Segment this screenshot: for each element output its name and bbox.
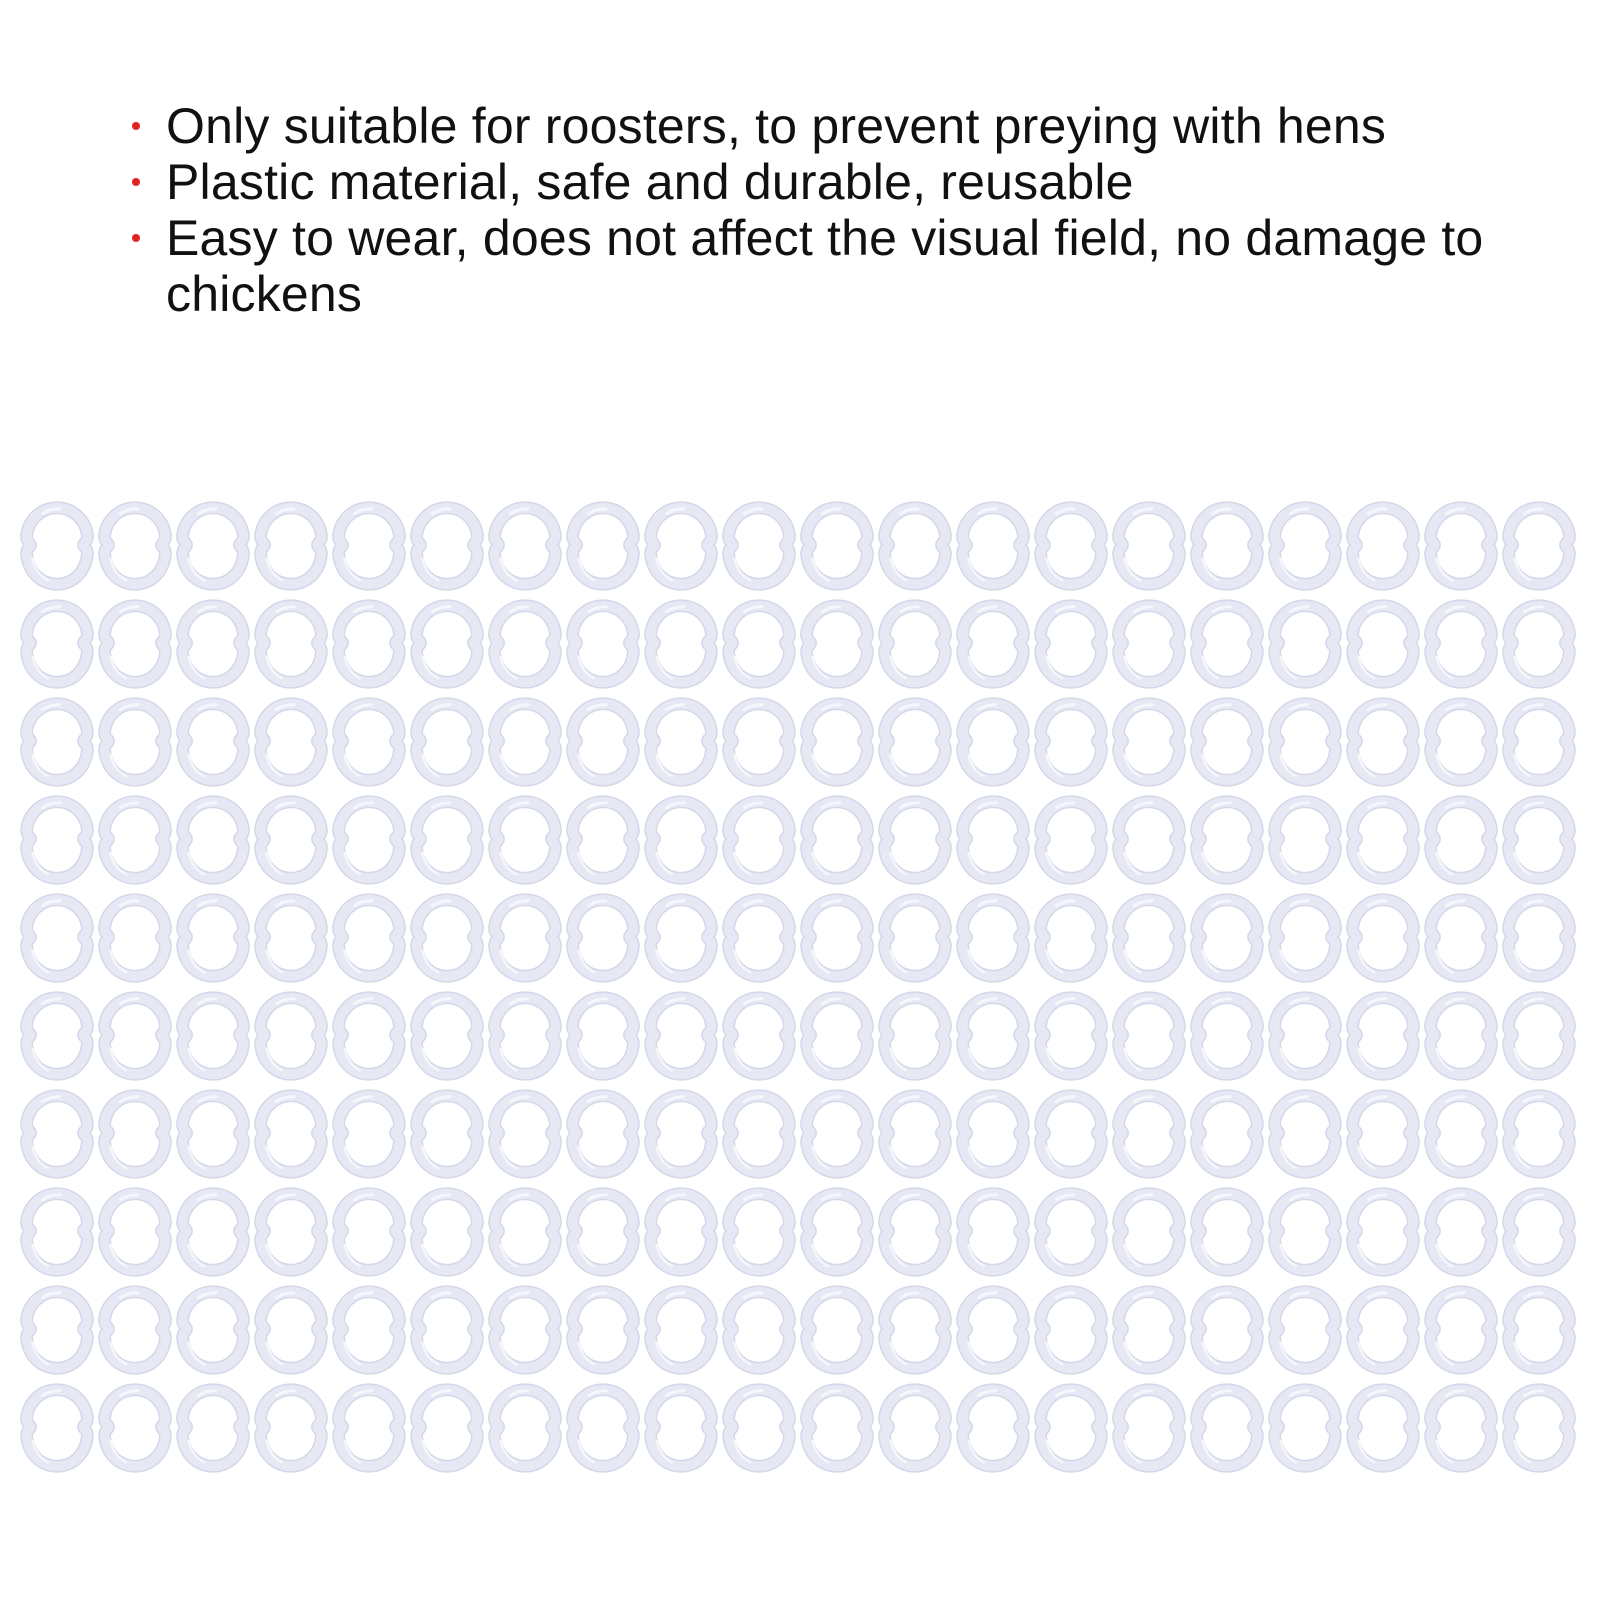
plastic-ring-icon [408,1184,486,1280]
plastic-ring-icon [1032,1282,1110,1378]
feature-text: Plastic material, safe and durable, reusable [166,154,1134,210]
plastic-ring-icon [174,1184,252,1280]
plastic-ring-icon [1266,1184,1344,1280]
plastic-ring-icon [1032,1086,1110,1182]
plastic-ring-icon [174,1380,252,1476]
plastic-ring-icon [720,694,798,790]
plastic-ring-icon [1032,890,1110,986]
plastic-ring-icon [18,498,96,594]
plastic-ring-icon [1422,498,1500,594]
feature-text: Only suitable for roosters, to prevent preying with hens [166,98,1387,154]
plastic-ring-icon [174,596,252,692]
plastic-ring-icon [1032,1184,1110,1280]
plastic-ring-icon [408,1282,486,1378]
plastic-ring-icon [954,498,1032,594]
plastic-ring-icon [330,988,408,1084]
plastic-ring-icon [564,1282,642,1378]
plastic-ring-icon [408,792,486,888]
plastic-ring-icon [330,1282,408,1378]
plastic-ring-icon [408,1380,486,1476]
plastic-ring-icon [252,1380,330,1476]
plastic-ring-icon [18,890,96,986]
plastic-ring-icon [1266,596,1344,692]
plastic-ring-icon [252,1282,330,1378]
plastic-ring-icon [408,498,486,594]
plastic-ring-icon [1344,596,1422,692]
plastic-ring-icon [174,498,252,594]
plastic-ring-icon [174,792,252,888]
plastic-ring-icon [1500,498,1578,594]
plastic-ring-icon [96,498,174,594]
plastic-ring-icon [1266,890,1344,986]
plastic-ring-icon [1500,1282,1578,1378]
plastic-ring-icon [1500,1086,1578,1182]
plastic-ring-icon [330,890,408,986]
plastic-ring-icon [486,1184,564,1280]
plastic-ring-icon [642,792,720,888]
plastic-ring-icon [1344,890,1422,986]
plastic-ring-icon [954,988,1032,1084]
plastic-ring-icon [252,792,330,888]
plastic-ring-icon [1500,694,1578,790]
plastic-ring-icon [1422,694,1500,790]
plastic-ring-icon [564,596,642,692]
plastic-ring-icon [876,890,954,986]
plastic-ring-icon [1188,1086,1266,1182]
plastic-ring-icon [1344,1380,1422,1476]
plastic-ring-icon [252,1086,330,1182]
plastic-ring-icon [18,1184,96,1280]
feature-text: Easy to wear, does not affect the visual field, no damage to chickens [166,210,1484,322]
plastic-ring-icon [18,1380,96,1476]
plastic-ring-icon [798,694,876,790]
plastic-ring-icon [18,988,96,1084]
plastic-ring-icon [798,596,876,692]
plastic-ring-icon [798,890,876,986]
plastic-ring-icon [876,1380,954,1476]
plastic-ring-icon [564,1086,642,1182]
plastic-ring-icon [1266,1282,1344,1378]
product-ring-grid [18,498,1584,1498]
plastic-ring-icon [96,1086,174,1182]
plastic-ring-icon [1422,1380,1500,1476]
plastic-ring-icon [1110,596,1188,692]
plastic-ring-icon [1266,792,1344,888]
plastic-ring-icon [1422,1282,1500,1378]
plastic-ring-icon [1110,1380,1188,1476]
plastic-ring-icon [486,596,564,692]
plastic-ring-icon [798,792,876,888]
plastic-ring-icon [798,1086,876,1182]
plastic-ring-icon [252,890,330,986]
plastic-ring-icon [96,1184,174,1280]
plastic-ring-icon [642,890,720,986]
plastic-ring-icon [96,1380,174,1476]
plastic-ring-icon [486,1282,564,1378]
plastic-ring-icon [1032,1380,1110,1476]
plastic-ring-icon [96,596,174,692]
plastic-ring-icon [1344,694,1422,790]
plastic-ring-icon [954,792,1032,888]
plastic-ring-icon [96,792,174,888]
plastic-ring-icon [642,1086,720,1182]
plastic-ring-icon [1110,1184,1188,1280]
plastic-ring-icon [798,1184,876,1280]
plastic-ring-icon [720,1282,798,1378]
plastic-ring-icon [1188,1380,1266,1476]
plastic-ring-icon [642,988,720,1084]
plastic-ring-icon [642,1380,720,1476]
plastic-ring-icon [1422,792,1500,888]
plastic-ring-icon [642,694,720,790]
plastic-ring-icon [96,890,174,986]
plastic-ring-icon [642,1282,720,1378]
plastic-ring-icon [1266,988,1344,1084]
plastic-ring-icon [1110,498,1188,594]
plastic-ring-icon [876,596,954,692]
plastic-ring-icon [1110,792,1188,888]
plastic-ring-icon [720,890,798,986]
plastic-ring-icon [486,694,564,790]
plastic-ring-icon [954,890,1032,986]
plastic-ring-icon [1266,498,1344,594]
plastic-ring-icon [564,1184,642,1280]
plastic-ring-icon [720,1086,798,1182]
plastic-ring-icon [1266,1086,1344,1182]
plastic-ring-icon [798,498,876,594]
plastic-ring-icon [954,1184,1032,1280]
plastic-ring-icon [954,1380,1032,1476]
plastic-ring-icon [1188,596,1266,692]
plastic-ring-icon [330,1086,408,1182]
plastic-ring-icon [1422,988,1500,1084]
plastic-ring-icon [330,694,408,790]
plastic-ring-icon [1032,498,1110,594]
plastic-ring-icon [1110,1282,1188,1378]
plastic-ring-icon [642,1184,720,1280]
plastic-ring-icon [96,988,174,1084]
plastic-ring-icon [174,988,252,1084]
plastic-ring-icon [1266,1380,1344,1476]
plastic-ring-icon [564,694,642,790]
plastic-ring-icon [798,988,876,1084]
plastic-ring-icon [876,792,954,888]
plastic-ring-icon [798,1380,876,1476]
plastic-ring-icon [876,498,954,594]
plastic-ring-icon [720,1184,798,1280]
plastic-ring-icon [798,1282,876,1378]
plastic-ring-icon [1110,1086,1188,1182]
plastic-ring-icon [408,596,486,692]
plastic-ring-icon [330,498,408,594]
plastic-ring-icon [954,596,1032,692]
plastic-ring-icon [18,792,96,888]
plastic-ring-icon [954,1282,1032,1378]
plastic-ring-icon [720,596,798,692]
plastic-ring-icon [1032,596,1110,692]
plastic-ring-icon [18,1086,96,1182]
plastic-ring-icon [1110,988,1188,1084]
plastic-ring-icon [1032,988,1110,1084]
plastic-ring-icon [486,988,564,1084]
plastic-ring-icon [1188,890,1266,986]
plastic-ring-icon [1422,1184,1500,1280]
plastic-ring-icon [1110,890,1188,986]
plastic-ring-icon [642,498,720,594]
plastic-ring-icon [174,1086,252,1182]
plastic-ring-icon [252,498,330,594]
plastic-ring-icon [1032,792,1110,888]
plastic-ring-icon [18,1282,96,1378]
plastic-ring-icon [1422,1086,1500,1182]
plastic-ring-icon [876,988,954,1084]
plastic-ring-icon [1188,694,1266,790]
plastic-ring-icon [720,792,798,888]
plastic-ring-icon [1188,498,1266,594]
plastic-ring-icon [1188,1282,1266,1378]
plastic-ring-icon [876,1086,954,1182]
plastic-ring-icon [18,694,96,790]
plastic-ring-icon [1110,694,1188,790]
plastic-ring-icon [1188,1184,1266,1280]
plastic-ring-icon [642,596,720,692]
plastic-ring-icon [174,890,252,986]
plastic-ring-icon [486,792,564,888]
plastic-ring-icon [1500,1380,1578,1476]
plastic-ring-icon [1188,988,1266,1084]
plastic-ring-icon [330,1184,408,1280]
plastic-ring-icon [1422,596,1500,692]
plastic-ring-icon [1500,890,1578,986]
plastic-ring-icon [330,792,408,888]
plastic-ring-icon [96,1282,174,1378]
plastic-ring-icon [408,694,486,790]
feature-item [128,98,1568,154]
plastic-ring-icon [486,890,564,986]
plastic-ring-icon [1032,694,1110,790]
plastic-ring-icon [252,988,330,1084]
plastic-ring-icon [1344,792,1422,888]
plastic-ring-icon [174,1282,252,1378]
plastic-ring-icon [564,1380,642,1476]
plastic-ring-icon [408,1086,486,1182]
plastic-ring-icon [876,694,954,790]
plastic-ring-icon [1344,1282,1422,1378]
plastic-ring-icon [564,890,642,986]
plastic-ring-icon [1344,1184,1422,1280]
plastic-ring-icon [18,596,96,692]
plastic-ring-icon [486,498,564,594]
plastic-ring-icon [954,694,1032,790]
plastic-ring-icon [252,1184,330,1280]
plastic-ring-icon [96,694,174,790]
plastic-ring-icon [564,498,642,594]
plastic-ring-icon [1188,792,1266,888]
plastic-ring-icon [1344,1086,1422,1182]
plastic-ring-icon [720,498,798,594]
feature-item [128,210,1568,322]
plastic-ring-icon [720,1380,798,1476]
plastic-ring-icon [954,1086,1032,1182]
plastic-ring-icon [1344,988,1422,1084]
plastic-ring-icon [1266,694,1344,790]
plastic-ring-icon [564,988,642,1084]
plastic-ring-icon [408,890,486,986]
plastic-ring-icon [330,1380,408,1476]
plastic-ring-icon [174,694,252,790]
plastic-ring-icon [1422,890,1500,986]
feature-item [128,154,1568,210]
plastic-ring-icon [876,1184,954,1280]
plastic-ring-icon [330,596,408,692]
feature-list [128,98,1568,322]
plastic-ring-icon [486,1086,564,1182]
plastic-ring-icon [252,596,330,692]
plastic-ring-icon [486,1380,564,1476]
plastic-ring-icon [408,988,486,1084]
plastic-ring-icon [1500,792,1578,888]
plastic-ring-icon [876,1282,954,1378]
plastic-ring-icon [1500,596,1578,692]
plastic-ring-icon [720,988,798,1084]
plastic-ring-icon [1500,988,1578,1084]
plastic-ring-icon [1500,1184,1578,1280]
plastic-ring-icon [252,694,330,790]
plastic-ring-icon [564,792,642,888]
plastic-ring-icon [1344,498,1422,594]
